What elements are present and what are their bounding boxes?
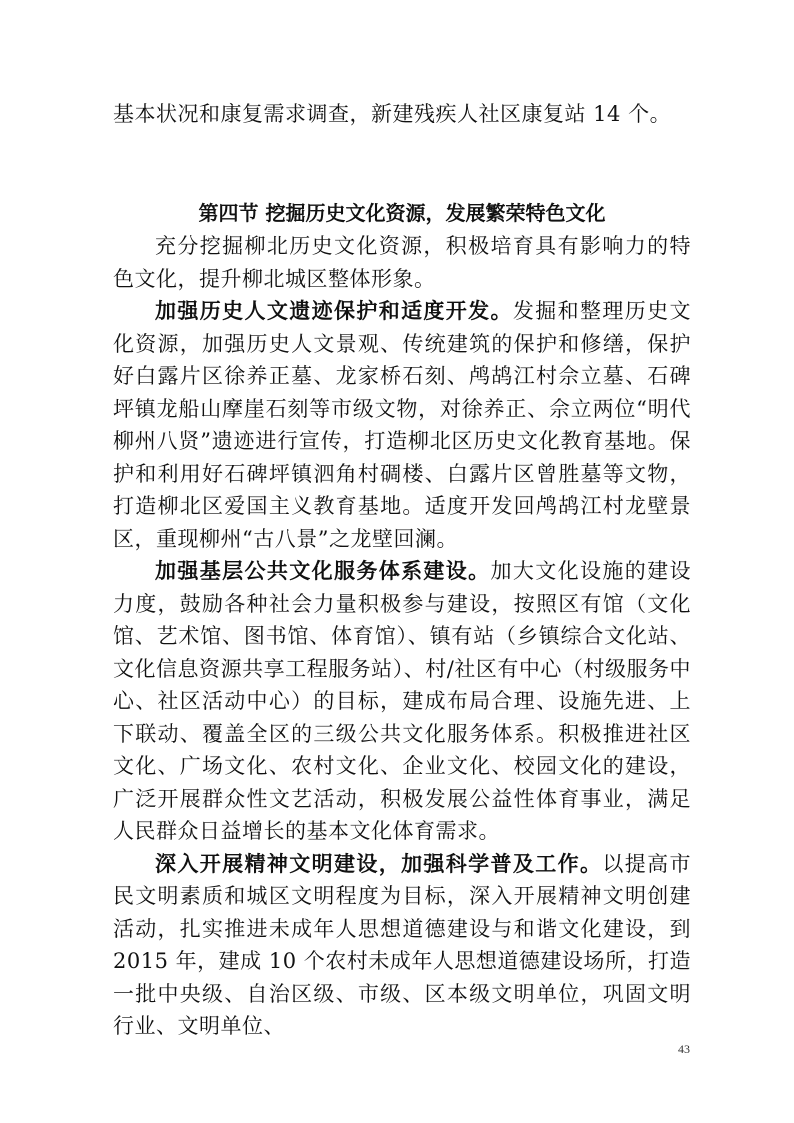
public-culture-paragraph bbox=[113, 555, 691, 848]
section-title: 第四节 挖掘历史文化资源，发展繁荣特色文化 bbox=[198, 201, 606, 225]
paragraph-text: 发掘和整理历史文化资源，加强历史人文景观、传统建筑的保护和修缮，保护好白露片区徐养正墓、龙家桥石刻、鸬鸪江村佘立墓、石碑坪镇龙船山摩崖石刻等市级文物，对徐养正、佘立两位“明代柳州八贤”遗迹进行宣传，打造柳北区历史文化教育基地。保护和利用好石碑坪镇泗角村碉楼、白露片区曾胜墓等文物，打造柳北区爱国主义教育基地。适度开发回鸬鸪江村龙壁景区，重现柳州“古八景”之龙壁回澜。 bbox=[113, 299, 692, 551]
continuation-text: 基本状况和康复需求调查，新建残疾人社区康复站 14 个。 bbox=[113, 102, 672, 126]
continuation-paragraph bbox=[113, 98, 691, 131]
page-number: 43 bbox=[678, 1042, 690, 1056]
paragraph-text: 充分挖掘柳北历史文化资源，积极培育具有影响力的特色文化，提升柳北城区整体形象。 bbox=[113, 234, 691, 291]
paragraph-lead: 加强历史人文遗迹保护和适度开发。 bbox=[155, 299, 513, 323]
paragraph-lead: 深入开展精神文明建设，加强科学普及工作。 bbox=[155, 851, 603, 876]
paragraph-text: 加大文化设施的建设力度，鼓励各种社会力量积极参与建设，按照区有馆（文化馆、艺术馆、图书馆、体育馆）、镇有站（乡镇综合文化站、文化信息资源共享工程服务站）、村/社区有中心（村级服务中心、社区活动中心）的目标，建成布局合理、设施先进、上下联动、覆盖全区的三级公共文化服务体系。积极推进社区文化、广场文化、农村文化、企业文化、校园文化的建设，广泛开展群众性文艺活动，积极发展公益性体育事业，满足人民群众日益增长的基本文化体育需求。 bbox=[113, 559, 692, 843]
section-body bbox=[113, 230, 691, 1043]
intro-paragraph bbox=[113, 230, 691, 295]
civilization-paragraph bbox=[113, 848, 691, 1043]
paragraph-lead: 加强基层公共文化服务体系建设。 bbox=[155, 559, 491, 583]
paragraph-text: 以提高市民文明素质和城区文明程度为目标，深入开展精神文明创建活动，扎实推进未成年人思想道德建设与和谐文化建设，到 2015 年，建成 10 个农村未成年人思想道德建设场所，打造一批中央级、自治区级、市级、区本级文明单位，巩固文明行业、文明单位、 bbox=[113, 851, 691, 1038]
heritage-protection-paragraph bbox=[113, 295, 691, 555]
